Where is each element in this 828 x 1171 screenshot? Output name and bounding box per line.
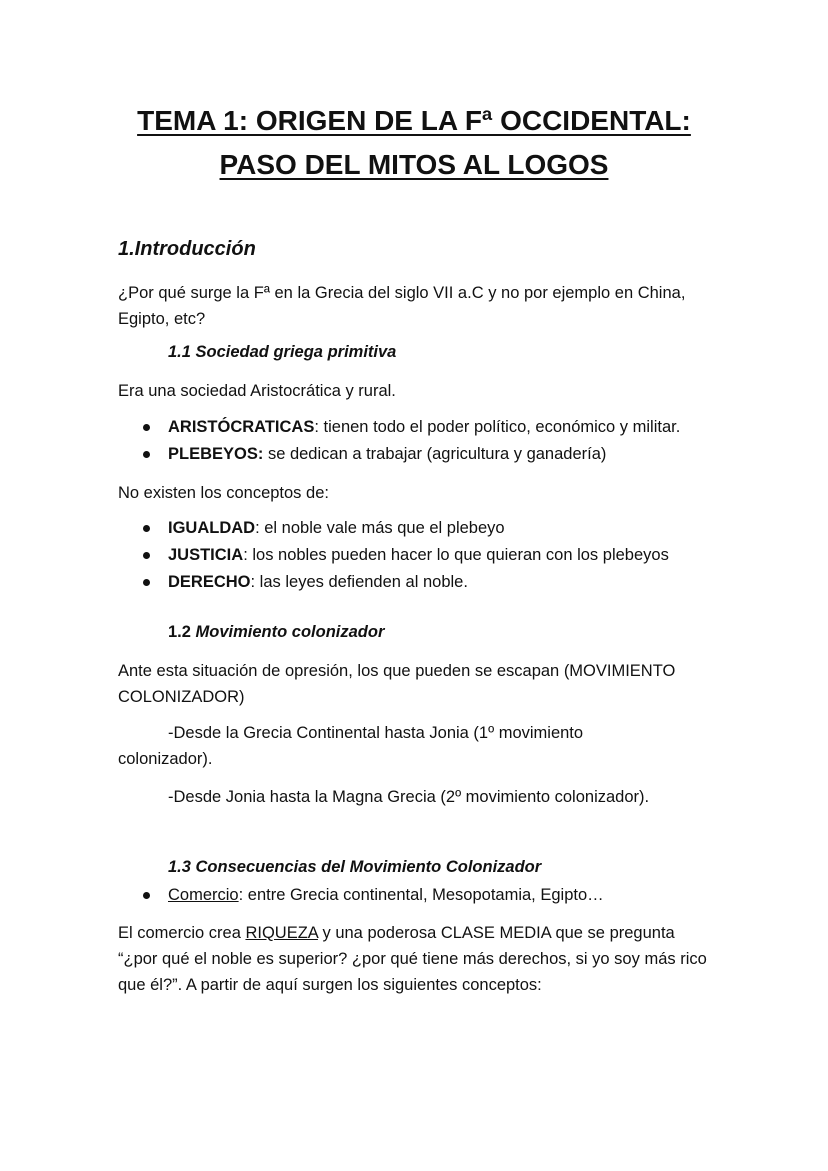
intro-question: ¿Por qué surge la Fª en la Grecia del siglo VII a.C y no por ejemplo en China, Egipto, etc? bbox=[118, 284, 686, 328]
bullet-term: Comercio bbox=[168, 886, 239, 904]
concepts-intro: No existen los conceptos de: bbox=[118, 484, 329, 502]
bullet-term: ARISTÓCRATICAS bbox=[168, 418, 315, 436]
list-item bbox=[140, 542, 740, 569]
list-item bbox=[140, 569, 740, 596]
commerce-paragraph bbox=[118, 920, 718, 998]
bullet-icon bbox=[143, 892, 150, 899]
bullet-icon bbox=[143, 552, 150, 559]
colonization-item-1: -Desde la Grecia Continental hasta Jonia (1º movimiento colonizador). bbox=[118, 724, 584, 768]
bullet-icon bbox=[143, 579, 150, 586]
bullet-term: JUSTICIA bbox=[168, 546, 244, 564]
list-item bbox=[140, 515, 740, 542]
list-item bbox=[140, 441, 740, 468]
colonization-item-2: -Desde Jonia hasta la Magna Grecia (2º movimiento colonizador). bbox=[168, 788, 650, 806]
bullet-term: PLEBEYOS: bbox=[168, 445, 264, 463]
society-intro: Era una sociedad Aristocrática y rural. bbox=[118, 382, 396, 400]
bullet-icon bbox=[143, 451, 150, 458]
concepts-list bbox=[140, 515, 740, 596]
bullet-term: DERECHO bbox=[168, 573, 251, 591]
consequences-list bbox=[140, 882, 740, 909]
list-item bbox=[140, 414, 740, 441]
document-title-line-2: PASO DEL MITOS AL LOGOS bbox=[219, 149, 609, 180]
document-title-line-1: TEMA 1: ORIGEN DE LA Fª OCCIDENTAL: bbox=[137, 105, 691, 136]
bullet-text: se dedican a trabajar (agricultura y ganadería) bbox=[263, 445, 607, 463]
subsection-heading-1-2 bbox=[168, 623, 384, 642]
subsection-heading-1-3 bbox=[168, 858, 541, 877]
society-classes-list bbox=[140, 414, 740, 468]
commerce-riqueza: RIQUEZA bbox=[245, 924, 318, 942]
subsection-number-1-2: 1.2 bbox=[168, 623, 191, 641]
bullet-text: : las leyes defienden al noble. bbox=[250, 573, 468, 591]
section-heading-introduccion: 1.Introducción bbox=[118, 238, 256, 260]
subsection-title-1-3: 1.3 Consecuencias del Movimiento Colonizador bbox=[168, 858, 542, 876]
bullet-text: : tienen todo el poder político, económico y militar. bbox=[314, 418, 681, 436]
subsection-title-1-1: Sociedad griega primitiva bbox=[195, 343, 397, 361]
bullet-text: : el noble vale más que el plebeyo bbox=[255, 519, 505, 537]
bullet-term: IGUALDAD bbox=[168, 519, 256, 537]
subsection-heading-1-1 bbox=[168, 343, 396, 362]
subsection-number-1-1: 1.1 bbox=[168, 343, 191, 361]
list-item bbox=[140, 882, 740, 909]
bullet-text: : los nobles pueden hacer lo que quieran con los plebeyos bbox=[243, 546, 669, 564]
bullet-icon bbox=[143, 424, 150, 431]
colonization-paragraph: Ante esta situación de opresión, los que pueden se escapan (MOVIMIENTO COLONIZADOR) bbox=[118, 662, 676, 706]
bullet-icon bbox=[143, 525, 150, 532]
commerce-text-start: El comercio crea bbox=[118, 924, 246, 942]
bullet-text: : entre Grecia continental, Mesopotamia, Egipto… bbox=[238, 886, 604, 904]
commerce-text-end: y una poderosa CLASE MEDIA que se pregunta “¿por qué el noble es superior? ¿por qué tiene más derechos, si yo soy más rico que él?”. A partir de aquí surgen los siguientes conceptos: bbox=[118, 924, 707, 994]
subsection-title-1-2: Movimiento colonizador bbox=[195, 623, 385, 641]
